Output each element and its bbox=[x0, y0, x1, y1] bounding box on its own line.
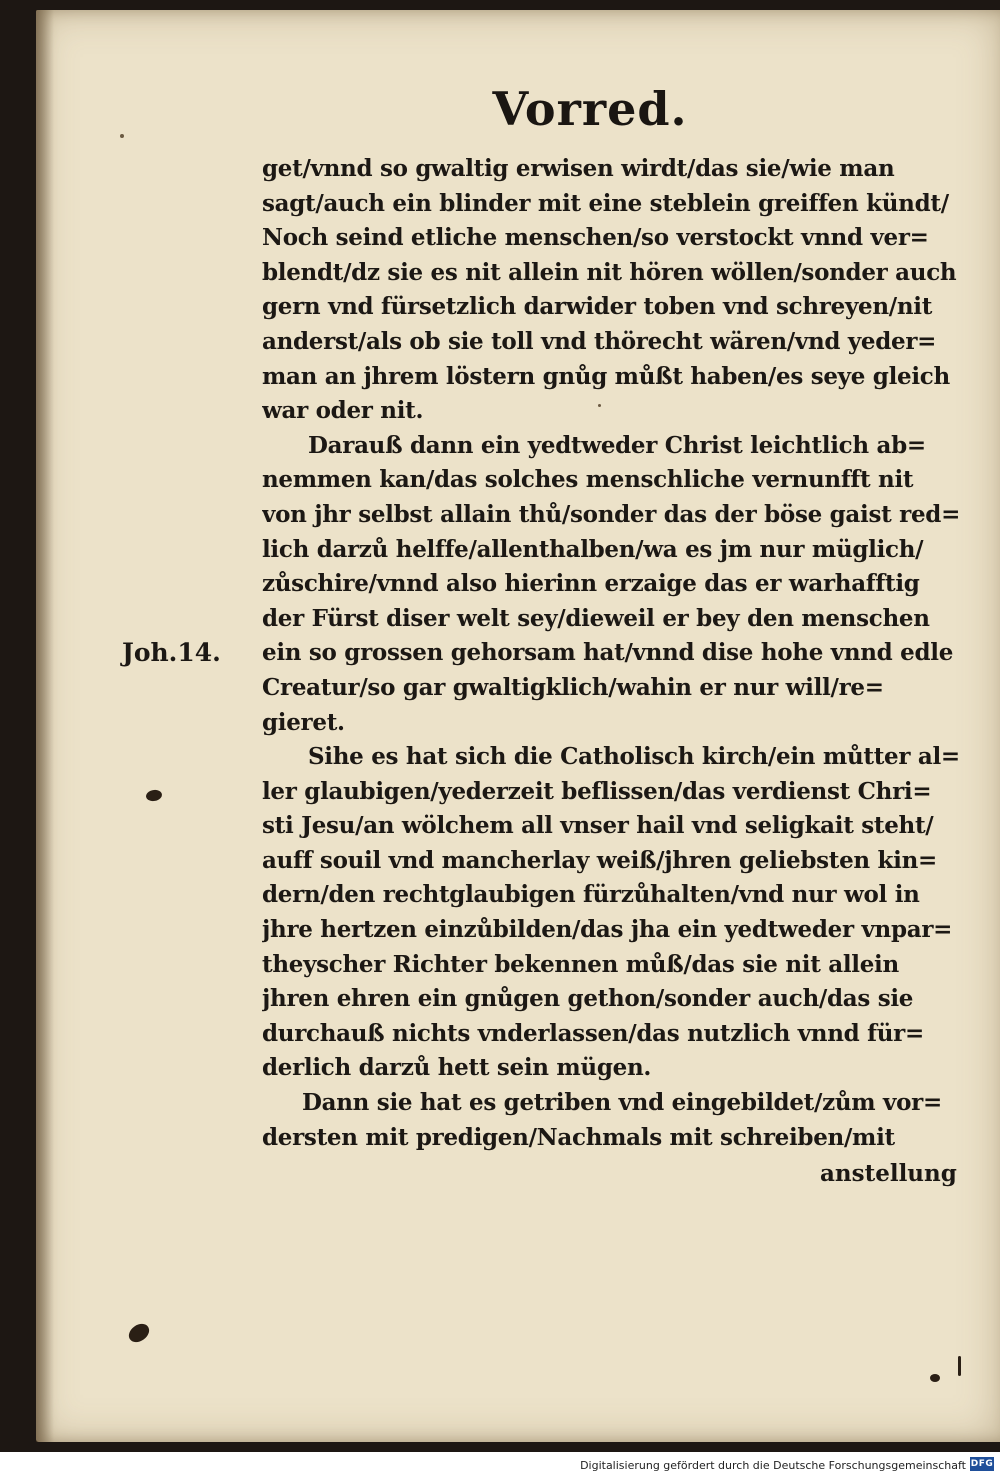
paragraph-start-line: Dann sie hat es getriben vnd eingebildet/zům vor= bbox=[302, 1089, 942, 1117]
text-line: theyscher Richter bekennen můß/das sie nit allein bbox=[262, 950, 899, 978]
text-line: dern/den rechtglaubigen fürzůhalten/vnd nur wol in bbox=[262, 881, 920, 909]
text-line: sagt/auch ein blinder mit eine steblein greiffen kündt/ bbox=[262, 189, 949, 217]
text-line: zůschire/vnnd also hierinn erzaige das er warhafftig bbox=[262, 570, 920, 598]
text-line: nemmen kan/das solches menschliche vernunfft nit bbox=[262, 466, 914, 494]
paragraph-start-line: Darauß dann ein yedtweder Christ leichtlich ab= bbox=[308, 431, 926, 459]
text-line: blendt/dz sie es nit allein nit hören wöllen/sonder auch bbox=[262, 258, 957, 286]
ink-speck bbox=[958, 1356, 961, 1376]
catchword: anstellung bbox=[820, 1160, 957, 1187]
text-line: ler glaubigen/yederzeit beflissen/das verdienst Chri= bbox=[262, 777, 932, 805]
text-line: jhren ehren ein gnůgen gethon/sonder auch/das sie bbox=[262, 985, 914, 1013]
text-line: dersten mit predigen/Nachmals mit schreiben/mit bbox=[262, 1123, 895, 1151]
text-line: lich darzů helffe/allenthalben/wa es jm nur müglich/ bbox=[262, 535, 924, 563]
text-line: anderst/als ob sie toll vnd thörecht wären/vnd yeder= bbox=[262, 327, 937, 355]
text-line: ein so grossen gehorsam hat/vnnd dise hohe vnnd edle bbox=[262, 639, 954, 667]
paper-speck bbox=[598, 404, 601, 407]
ink-blot bbox=[930, 1374, 940, 1382]
funding-credit: Digitalisierung gefördert durch die Deutsche Forschungsgemeinschaft bbox=[580, 1459, 966, 1472]
paper-speck bbox=[120, 134, 124, 138]
text-line: get/vnnd so gwaltig erwisen wirdt/das sie/wie man bbox=[262, 155, 895, 182]
text-line: sti Jesu/an wölchem all vnser hail vnd seligkait steht/ bbox=[262, 812, 934, 840]
body-text bbox=[262, 152, 974, 1155]
dfg-logo: DFG bbox=[970, 1459, 994, 1469]
text-line: von jhr selbst allain thů/sonder das der böse gaist red= bbox=[262, 500, 961, 528]
text-line: war oder nit. bbox=[262, 397, 424, 425]
text-line: man an jhrem löstern gnůg můßt haben/es seye gleich bbox=[262, 362, 950, 390]
running-head: Vorred. bbox=[492, 82, 688, 136]
paragraph-start-line: Sihe es hat sich die Catholisch kirch/ein můtter al= bbox=[308, 743, 960, 771]
page-gutter-shadow bbox=[36, 10, 54, 1442]
margin-reference: Joh.14. bbox=[122, 638, 221, 667]
text-line: Noch seind etliche menschen/so verstockt vnnd ver= bbox=[262, 224, 929, 252]
text-line: gieret. bbox=[262, 708, 345, 736]
text-line: derlich darzů hett sein mügen. bbox=[262, 1054, 652, 1082]
text-line: auff souil vnd mancherlay weiß/jhren geliebsten kin= bbox=[262, 846, 938, 874]
text-line: gern vnd fürsetzlich darwider toben vnd schreyen/nit bbox=[262, 293, 933, 321]
text-line: jhre hertzen einzůbilden/das jha ein yedtweder vnpar= bbox=[262, 916, 953, 944]
text-line: durchauß nichts vnderlassen/das nutzlich vnnd für= bbox=[262, 1019, 924, 1047]
text-line: Creatur/so gar gwaltigklich/wahin er nur will/re= bbox=[262, 673, 884, 701]
text-line: der Fürst diser welt sey/dieweil er bey den menschen bbox=[262, 604, 930, 632]
